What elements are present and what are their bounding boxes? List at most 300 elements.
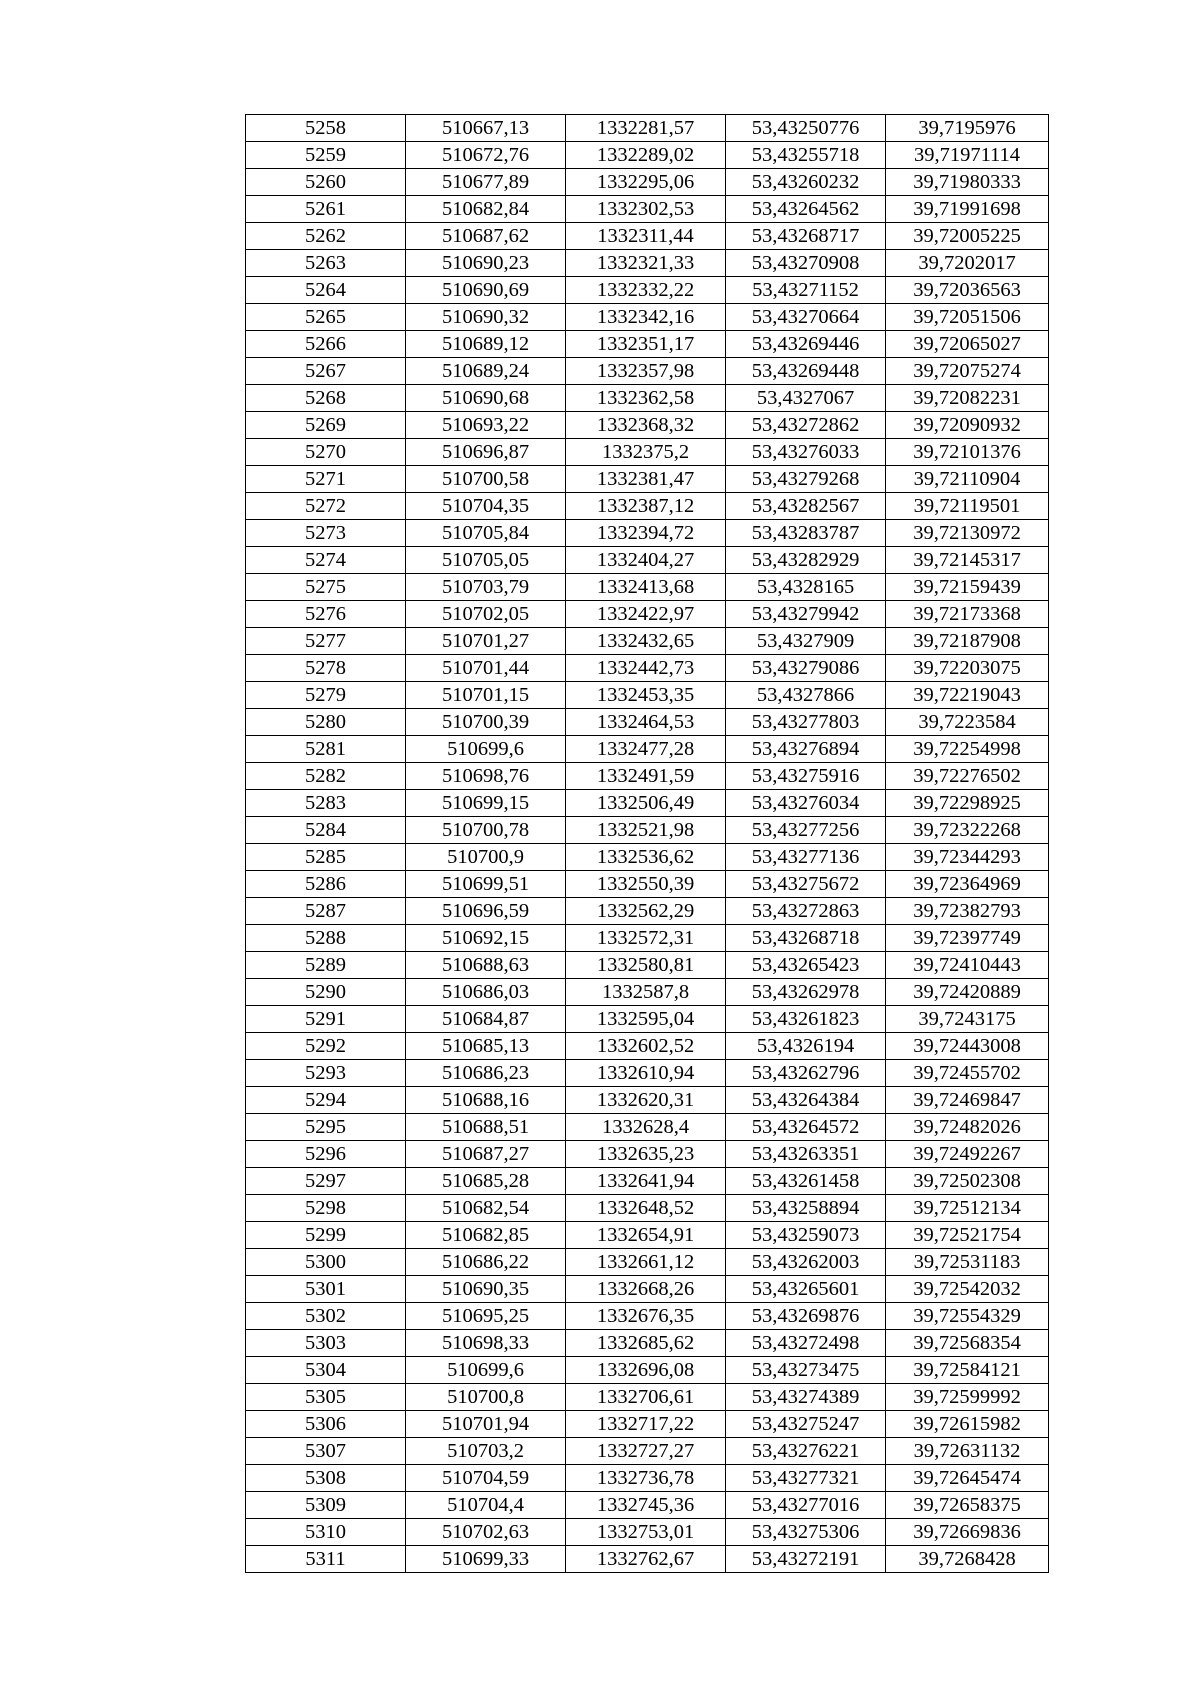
longitude-cell: 39,7202017 [886, 250, 1049, 277]
table-row [246, 1546, 1049, 1573]
point-number-cell: 5259 [246, 142, 406, 169]
x-coordinate-cell: 510695,25 [406, 1303, 566, 1330]
y-coordinate-cell: 1332311,44 [566, 223, 726, 250]
table-row [246, 466, 1049, 493]
table-row [246, 385, 1049, 412]
latitude-cell: 53,43271152 [726, 277, 886, 304]
point-number-cell: 5308 [246, 1465, 406, 1492]
y-coordinate-cell: 1332422,97 [566, 601, 726, 628]
point-number-cell: 5294 [246, 1087, 406, 1114]
point-number-cell: 5288 [246, 925, 406, 952]
longitude-cell: 39,72344293 [886, 844, 1049, 871]
x-coordinate-cell: 510704,4 [406, 1492, 566, 1519]
y-coordinate-cell: 1332685,62 [566, 1330, 726, 1357]
table-row [246, 1519, 1049, 1546]
x-coordinate-cell: 510685,13 [406, 1033, 566, 1060]
table-row [246, 223, 1049, 250]
latitude-cell: 53,4328165 [726, 574, 886, 601]
y-coordinate-cell: 1332572,31 [566, 925, 726, 952]
latitude-cell: 53,43250776 [726, 115, 886, 142]
y-coordinate-cell: 1332727,27 [566, 1438, 726, 1465]
latitude-cell: 53,43273475 [726, 1357, 886, 1384]
y-coordinate-cell: 1332387,12 [566, 493, 726, 520]
y-coordinate-cell: 1332351,17 [566, 331, 726, 358]
longitude-cell: 39,72110904 [886, 466, 1049, 493]
x-coordinate-cell: 510698,76 [406, 763, 566, 790]
point-number-cell: 5299 [246, 1222, 406, 1249]
y-coordinate-cell: 1332717,22 [566, 1411, 726, 1438]
longitude-cell: 39,72298925 [886, 790, 1049, 817]
x-coordinate-cell: 510690,69 [406, 277, 566, 304]
point-number-cell: 5273 [246, 520, 406, 547]
y-coordinate-cell: 1332648,52 [566, 1195, 726, 1222]
latitude-cell: 53,43277803 [726, 709, 886, 736]
longitude-cell: 39,71971114 [886, 142, 1049, 169]
y-coordinate-cell: 1332562,29 [566, 898, 726, 925]
latitude-cell: 53,4327909 [726, 628, 886, 655]
x-coordinate-cell: 510698,33 [406, 1330, 566, 1357]
latitude-cell: 53,43261823 [726, 1006, 886, 1033]
point-number-cell: 5297 [246, 1168, 406, 1195]
table-row [246, 1222, 1049, 1249]
latitude-cell: 53,43272191 [726, 1546, 886, 1573]
longitude-cell: 39,72645474 [886, 1465, 1049, 1492]
latitude-cell: 53,43279086 [726, 655, 886, 682]
table-row [246, 358, 1049, 385]
point-number-cell: 5310 [246, 1519, 406, 1546]
y-coordinate-cell: 1332550,39 [566, 871, 726, 898]
point-number-cell: 5289 [246, 952, 406, 979]
table-row [246, 304, 1049, 331]
longitude-cell: 39,72482026 [886, 1114, 1049, 1141]
x-coordinate-cell: 510686,23 [406, 1060, 566, 1087]
table-row [246, 142, 1049, 169]
x-coordinate-cell: 510682,85 [406, 1222, 566, 1249]
y-coordinate-cell: 1332368,32 [566, 412, 726, 439]
longitude-cell: 39,72254998 [886, 736, 1049, 763]
latitude-cell: 53,43262003 [726, 1249, 886, 1276]
x-coordinate-cell: 510701,94 [406, 1411, 566, 1438]
longitude-cell: 39,72615982 [886, 1411, 1049, 1438]
longitude-cell: 39,72568354 [886, 1330, 1049, 1357]
x-coordinate-cell: 510702,63 [406, 1519, 566, 1546]
latitude-cell: 53,43265601 [726, 1276, 886, 1303]
table-row [246, 925, 1049, 952]
longitude-cell: 39,72082231 [886, 385, 1049, 412]
point-number-cell: 5260 [246, 169, 406, 196]
point-number-cell: 5292 [246, 1033, 406, 1060]
point-number-cell: 5263 [246, 250, 406, 277]
x-coordinate-cell: 510688,51 [406, 1114, 566, 1141]
y-coordinate-cell: 1332464,53 [566, 709, 726, 736]
longitude-cell: 39,72584121 [886, 1357, 1049, 1384]
latitude-cell: 53,43277136 [726, 844, 886, 871]
latitude-cell: 53,43262796 [726, 1060, 886, 1087]
x-coordinate-cell: 510696,59 [406, 898, 566, 925]
x-coordinate-cell: 510693,22 [406, 412, 566, 439]
longitude-cell: 39,72145317 [886, 547, 1049, 574]
table-row [246, 574, 1049, 601]
longitude-cell: 39,72397749 [886, 925, 1049, 952]
table-row [246, 1330, 1049, 1357]
table-row [246, 439, 1049, 466]
y-coordinate-cell: 1332635,23 [566, 1141, 726, 1168]
longitude-cell: 39,72203075 [886, 655, 1049, 682]
latitude-cell: 53,43275916 [726, 763, 886, 790]
coordinates-table-body [246, 115, 1049, 1573]
table-row [246, 1411, 1049, 1438]
point-number-cell: 5266 [246, 331, 406, 358]
longitude-cell: 39,72599992 [886, 1384, 1049, 1411]
table-row [246, 763, 1049, 790]
y-coordinate-cell: 1332375,2 [566, 439, 726, 466]
y-coordinate-cell: 1332696,08 [566, 1357, 726, 1384]
point-number-cell: 5262 [246, 223, 406, 250]
latitude-cell: 53,43279942 [726, 601, 886, 628]
latitude-cell: 53,43274389 [726, 1384, 886, 1411]
table-row [246, 412, 1049, 439]
y-coordinate-cell: 1332394,72 [566, 520, 726, 547]
x-coordinate-cell: 510700,8 [406, 1384, 566, 1411]
latitude-cell: 53,43263351 [726, 1141, 886, 1168]
x-coordinate-cell: 510699,51 [406, 871, 566, 898]
y-coordinate-cell: 1332753,01 [566, 1519, 726, 1546]
latitude-cell: 53,43255718 [726, 142, 886, 169]
x-coordinate-cell: 510690,23 [406, 250, 566, 277]
coordinates-table [245, 114, 1049, 1573]
table-row [246, 628, 1049, 655]
latitude-cell: 53,4326194 [726, 1033, 886, 1060]
latitude-cell: 53,43270908 [726, 250, 886, 277]
table-row [246, 250, 1049, 277]
point-number-cell: 5311 [246, 1546, 406, 1573]
y-coordinate-cell: 1332477,28 [566, 736, 726, 763]
latitude-cell: 53,43277256 [726, 817, 886, 844]
longitude-cell: 39,72410443 [886, 952, 1049, 979]
point-number-cell: 5276 [246, 601, 406, 628]
longitude-cell: 39,72512134 [886, 1195, 1049, 1222]
latitude-cell: 53,43277016 [726, 1492, 886, 1519]
y-coordinate-cell: 1332654,91 [566, 1222, 726, 1249]
longitude-cell: 39,72364969 [886, 871, 1049, 898]
point-number-cell: 5270 [246, 439, 406, 466]
table-row [246, 817, 1049, 844]
point-number-cell: 5286 [246, 871, 406, 898]
y-coordinate-cell: 1332641,94 [566, 1168, 726, 1195]
longitude-cell: 39,72036563 [886, 277, 1049, 304]
table-row [246, 1006, 1049, 1033]
table-row [246, 1060, 1049, 1087]
x-coordinate-cell: 510696,87 [406, 439, 566, 466]
longitude-cell: 39,7223584 [886, 709, 1049, 736]
table-row [246, 682, 1049, 709]
point-number-cell: 5275 [246, 574, 406, 601]
table-row [246, 493, 1049, 520]
table-row [246, 952, 1049, 979]
latitude-cell: 53,4327067 [726, 385, 886, 412]
point-number-cell: 5261 [246, 196, 406, 223]
y-coordinate-cell: 1332676,35 [566, 1303, 726, 1330]
point-number-cell: 5280 [246, 709, 406, 736]
longitude-cell: 39,72101376 [886, 439, 1049, 466]
point-number-cell: 5306 [246, 1411, 406, 1438]
longitude-cell: 39,72502308 [886, 1168, 1049, 1195]
y-coordinate-cell: 1332302,53 [566, 196, 726, 223]
x-coordinate-cell: 510700,78 [406, 817, 566, 844]
longitude-cell: 39,72051506 [886, 304, 1049, 331]
x-coordinate-cell: 510689,12 [406, 331, 566, 358]
x-coordinate-cell: 510682,54 [406, 1195, 566, 1222]
table-row [246, 196, 1049, 223]
x-coordinate-cell: 510699,33 [406, 1546, 566, 1573]
point-number-cell: 5287 [246, 898, 406, 925]
y-coordinate-cell: 1332745,36 [566, 1492, 726, 1519]
longitude-cell: 39,72005225 [886, 223, 1049, 250]
table-row [246, 871, 1049, 898]
longitude-cell: 39,71980333 [886, 169, 1049, 196]
longitude-cell: 39,72669836 [886, 1519, 1049, 1546]
x-coordinate-cell: 510699,15 [406, 790, 566, 817]
longitude-cell: 39,72554329 [886, 1303, 1049, 1330]
longitude-cell: 39,71991698 [886, 196, 1049, 223]
latitude-cell: 53,43276894 [726, 736, 886, 763]
point-number-cell: 5303 [246, 1330, 406, 1357]
x-coordinate-cell: 510703,2 [406, 1438, 566, 1465]
point-number-cell: 5307 [246, 1438, 406, 1465]
y-coordinate-cell: 1332381,47 [566, 466, 726, 493]
longitude-cell: 39,72187908 [886, 628, 1049, 655]
x-coordinate-cell: 510700,39 [406, 709, 566, 736]
y-coordinate-cell: 1332506,49 [566, 790, 726, 817]
table-row [246, 979, 1049, 1006]
table-row [246, 655, 1049, 682]
table-row [246, 1195, 1049, 1222]
y-coordinate-cell: 1332580,81 [566, 952, 726, 979]
latitude-cell: 53,43276033 [726, 439, 886, 466]
latitude-cell: 53,43262978 [726, 979, 886, 1006]
table-row [246, 898, 1049, 925]
point-number-cell: 5293 [246, 1060, 406, 1087]
table-row [246, 1249, 1049, 1276]
table-row [246, 1168, 1049, 1195]
y-coordinate-cell: 1332357,98 [566, 358, 726, 385]
x-coordinate-cell: 510701,15 [406, 682, 566, 709]
point-number-cell: 5265 [246, 304, 406, 331]
x-coordinate-cell: 510701,44 [406, 655, 566, 682]
point-number-cell: 5264 [246, 277, 406, 304]
latitude-cell: 53,43264384 [726, 1087, 886, 1114]
y-coordinate-cell: 1332321,33 [566, 250, 726, 277]
latitude-cell: 53,43282929 [726, 547, 886, 574]
y-coordinate-cell: 1332342,16 [566, 304, 726, 331]
x-coordinate-cell: 510689,24 [406, 358, 566, 385]
latitude-cell: 53,43275306 [726, 1519, 886, 1546]
longitude-cell: 39,72075274 [886, 358, 1049, 385]
table-row [246, 601, 1049, 628]
latitude-cell: 53,43275672 [726, 871, 886, 898]
table-row [246, 331, 1049, 358]
table-row [246, 736, 1049, 763]
x-coordinate-cell: 510701,27 [406, 628, 566, 655]
latitude-cell: 53,43268718 [726, 925, 886, 952]
longitude-cell: 39,72631132 [886, 1438, 1049, 1465]
table-row [246, 790, 1049, 817]
table-row [246, 1303, 1049, 1330]
table-row [246, 1276, 1049, 1303]
longitude-cell: 39,7243175 [886, 1006, 1049, 1033]
x-coordinate-cell: 510688,16 [406, 1087, 566, 1114]
y-coordinate-cell: 1332620,31 [566, 1087, 726, 1114]
point-number-cell: 5290 [246, 979, 406, 1006]
x-coordinate-cell: 510699,6 [406, 736, 566, 763]
y-coordinate-cell: 1332706,61 [566, 1384, 726, 1411]
y-coordinate-cell: 1332295,06 [566, 169, 726, 196]
x-coordinate-cell: 510677,89 [406, 169, 566, 196]
latitude-cell: 53,43269876 [726, 1303, 886, 1330]
latitude-cell: 53,43275247 [726, 1411, 886, 1438]
table-row [246, 1465, 1049, 1492]
y-coordinate-cell: 1332413,68 [566, 574, 726, 601]
y-coordinate-cell: 1332281,57 [566, 115, 726, 142]
x-coordinate-cell: 510682,84 [406, 196, 566, 223]
latitude-cell: 53,43279268 [726, 466, 886, 493]
x-coordinate-cell: 510687,27 [406, 1141, 566, 1168]
y-coordinate-cell: 1332432,65 [566, 628, 726, 655]
longitude-cell: 39,72542032 [886, 1276, 1049, 1303]
longitude-cell: 39,72658375 [886, 1492, 1049, 1519]
x-coordinate-cell: 510687,62 [406, 223, 566, 250]
point-number-cell: 5304 [246, 1357, 406, 1384]
latitude-cell: 53,43261458 [726, 1168, 886, 1195]
x-coordinate-cell: 510686,22 [406, 1249, 566, 1276]
latitude-cell: 53,43283787 [726, 520, 886, 547]
latitude-cell: 53,43260232 [726, 169, 886, 196]
table-row [246, 1492, 1049, 1519]
x-coordinate-cell: 510704,35 [406, 493, 566, 520]
point-number-cell: 5277 [246, 628, 406, 655]
longitude-cell: 39,72276502 [886, 763, 1049, 790]
point-number-cell: 5268 [246, 385, 406, 412]
longitude-cell: 39,72420889 [886, 979, 1049, 1006]
x-coordinate-cell: 510702,05 [406, 601, 566, 628]
point-number-cell: 5272 [246, 493, 406, 520]
point-number-cell: 5279 [246, 682, 406, 709]
latitude-cell: 53,43272862 [726, 412, 886, 439]
y-coordinate-cell: 1332362,58 [566, 385, 726, 412]
y-coordinate-cell: 1332521,98 [566, 817, 726, 844]
y-coordinate-cell: 1332628,4 [566, 1114, 726, 1141]
x-coordinate-cell: 510704,59 [406, 1465, 566, 1492]
table-row [246, 520, 1049, 547]
point-number-cell: 5281 [246, 736, 406, 763]
point-number-cell: 5278 [246, 655, 406, 682]
y-coordinate-cell: 1332668,26 [566, 1276, 726, 1303]
longitude-cell: 39,72159439 [886, 574, 1049, 601]
point-number-cell: 5296 [246, 1141, 406, 1168]
point-number-cell: 5285 [246, 844, 406, 871]
latitude-cell: 53,43269446 [726, 331, 886, 358]
point-number-cell: 5283 [246, 790, 406, 817]
point-number-cell: 5302 [246, 1303, 406, 1330]
longitude-cell: 39,72382793 [886, 898, 1049, 925]
y-coordinate-cell: 1332587,8 [566, 979, 726, 1006]
point-number-cell: 5271 [246, 466, 406, 493]
longitude-cell: 39,7268428 [886, 1546, 1049, 1573]
point-number-cell: 5309 [246, 1492, 406, 1519]
table-row [246, 115, 1049, 142]
latitude-cell: 53,43276221 [726, 1438, 886, 1465]
latitude-cell: 53,43268717 [726, 223, 886, 250]
point-number-cell: 5267 [246, 358, 406, 385]
point-number-cell: 5295 [246, 1114, 406, 1141]
x-coordinate-cell: 510688,63 [406, 952, 566, 979]
table-row [246, 1033, 1049, 1060]
x-coordinate-cell: 510672,76 [406, 142, 566, 169]
longitude-cell: 39,72130972 [886, 520, 1049, 547]
longitude-cell: 39,72065027 [886, 331, 1049, 358]
x-coordinate-cell: 510703,79 [406, 574, 566, 601]
point-number-cell: 5298 [246, 1195, 406, 1222]
table-row [246, 844, 1049, 871]
table-row [246, 1384, 1049, 1411]
x-coordinate-cell: 510667,13 [406, 115, 566, 142]
x-coordinate-cell: 510699,6 [406, 1357, 566, 1384]
x-coordinate-cell: 510685,28 [406, 1168, 566, 1195]
x-coordinate-cell: 510690,68 [406, 385, 566, 412]
y-coordinate-cell: 1332289,02 [566, 142, 726, 169]
latitude-cell: 53,43264572 [726, 1114, 886, 1141]
y-coordinate-cell: 1332610,94 [566, 1060, 726, 1087]
latitude-cell: 53,43276034 [726, 790, 886, 817]
y-coordinate-cell: 1332442,73 [566, 655, 726, 682]
x-coordinate-cell: 510690,35 [406, 1276, 566, 1303]
point-number-cell: 5269 [246, 412, 406, 439]
x-coordinate-cell: 510700,9 [406, 844, 566, 871]
table-row [246, 1141, 1049, 1168]
point-number-cell: 5305 [246, 1384, 406, 1411]
table-row [246, 547, 1049, 574]
longitude-cell: 39,72322268 [886, 817, 1049, 844]
table-row [246, 1438, 1049, 1465]
point-number-cell: 5258 [246, 115, 406, 142]
x-coordinate-cell: 510705,84 [406, 520, 566, 547]
y-coordinate-cell: 1332491,59 [566, 763, 726, 790]
latitude-cell: 53,43270664 [726, 304, 886, 331]
point-number-cell: 5300 [246, 1249, 406, 1276]
table-row [246, 1357, 1049, 1384]
longitude-cell: 39,72469847 [886, 1087, 1049, 1114]
x-coordinate-cell: 510700,58 [406, 466, 566, 493]
longitude-cell: 39,72173368 [886, 601, 1049, 628]
longitude-cell: 39,72492267 [886, 1141, 1049, 1168]
longitude-cell: 39,72443008 [886, 1033, 1049, 1060]
longitude-cell: 39,72119501 [886, 493, 1049, 520]
y-coordinate-cell: 1332762,67 [566, 1546, 726, 1573]
y-coordinate-cell: 1332332,22 [566, 277, 726, 304]
x-coordinate-cell: 510684,87 [406, 1006, 566, 1033]
y-coordinate-cell: 1332602,52 [566, 1033, 726, 1060]
latitude-cell: 53,43282567 [726, 493, 886, 520]
x-coordinate-cell: 510690,32 [406, 304, 566, 331]
y-coordinate-cell: 1332453,35 [566, 682, 726, 709]
longitude-cell: 39,72531183 [886, 1249, 1049, 1276]
latitude-cell: 53,43259073 [726, 1222, 886, 1249]
point-number-cell: 5274 [246, 547, 406, 574]
y-coordinate-cell: 1332661,12 [566, 1249, 726, 1276]
latitude-cell: 53,4327866 [726, 682, 886, 709]
latitude-cell: 53,43277321 [726, 1465, 886, 1492]
longitude-cell: 39,72455702 [886, 1060, 1049, 1087]
